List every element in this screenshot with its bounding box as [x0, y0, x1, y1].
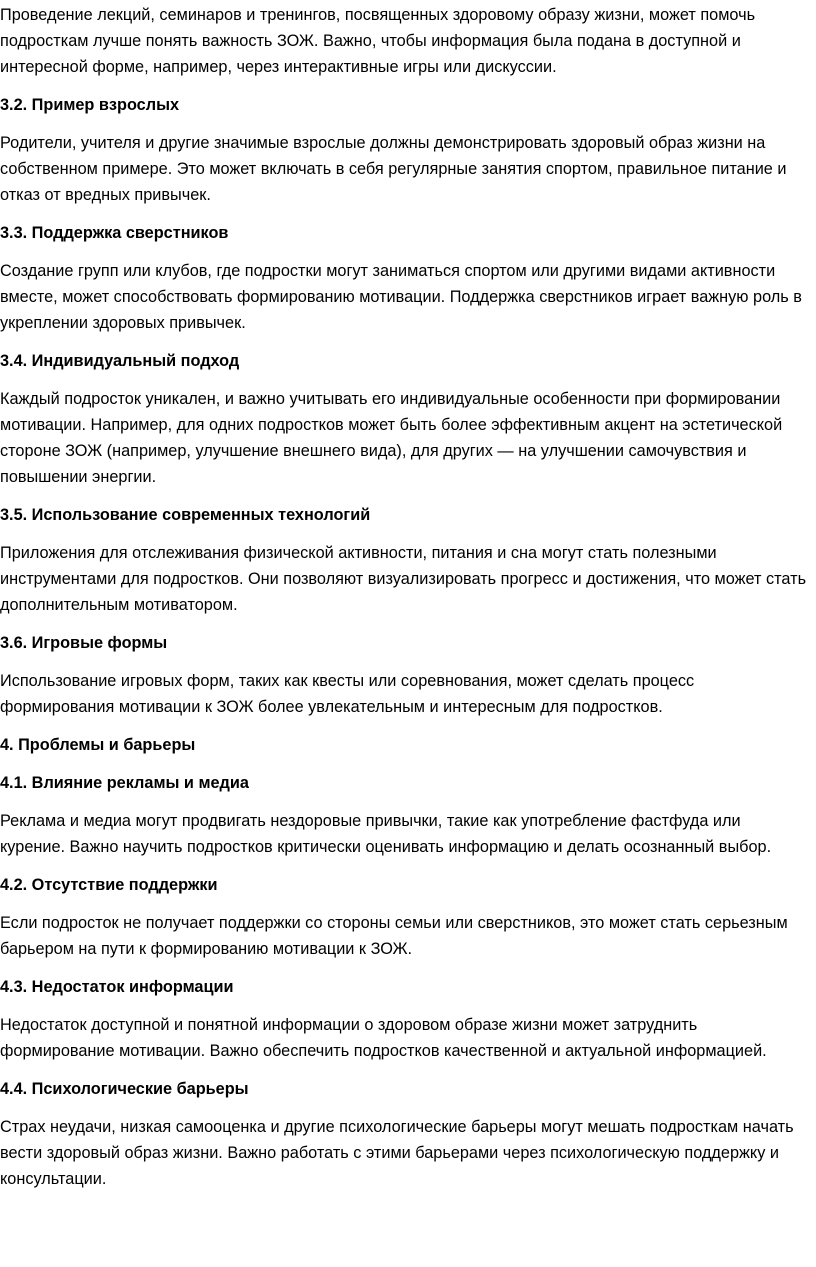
heading-4-4: 4.4. Психологические барьеры: [0, 1080, 249, 1098]
heading-3-5: 3.5. Использование современных технологий: [0, 506, 371, 524]
paragraph-individual-approach: Каждый подросток уникален, и важно учитывать его индивидуальные особенности при формировании мотивации. Например, для одних подростков может быть более эффективным акцент на эстетической стороне ЗОЖ (например, улучшение внешнего вида), для других — на улучшении самочувствия и повышении энергии.: [0, 390, 783, 486]
heading-3-2: 3.2. Пример взрослых: [0, 96, 180, 114]
heading-4-1: 4.1. Влияние рекламы и медиа: [0, 774, 249, 792]
paragraph-lack-of-support: Если подросток не получает поддержки со стороны семьи или сверстников, это может стать серьезным барьером на пути к формированию мотивации к ЗОЖ.: [0, 914, 788, 958]
heading-4-3: 4.3. Недостаток информации: [0, 978, 234, 996]
paragraph-psychological-barriers: Страх неудачи, низкая самооценка и другие психологические барьеры могут мешать подросткам начать вести здоровый образ жизни. Важно работать с этими барьерами через психологическую поддержку и консультации.: [0, 1118, 794, 1188]
document-page: [0, 2, 810, 1192]
heading-4: 4. Проблемы и барьеры: [0, 736, 196, 754]
heading-3-6: 3.6. Игровые формы: [0, 634, 168, 652]
paragraph-technologies: Приложения для отслеживания физической активности, питания и сна могут стать полезными инструментами для подростков. Они позволяют визуализировать прогресс и достижения, что может стать дополнительным мотиватором.: [0, 544, 807, 614]
heading-4-2: 4.2. Отсутствие поддержки: [0, 876, 218, 894]
paragraph-lack-of-information: Недостаток доступной и понятной информации о здоровом образе жизни может затруднить формирование мотивации. Важно обеспечить подростков качественной и актуальной информацией.: [0, 1016, 767, 1060]
paragraph-adult-example: Родители, учителя и другие значимые взрослые должны демонстрировать здоровый образ жизни на собственном примере. Это может включать в себя регулярные занятия спортом, правильное питание и отказ от вредных привычек.: [0, 134, 787, 204]
paragraph-game-forms: Использование игровых форм, таких как квесты или соревнования, может сделать процесс формирования мотивации к ЗОЖ более увлекательным и интересным для подростков.: [0, 672, 695, 716]
heading-3-3: 3.3. Поддержка сверстников: [0, 224, 229, 242]
paragraph-peer-support: Создание групп или клубов, где подростки могут заниматься спортом или другими видами активности вместе, может способствовать формированию мотивации. Поддержка сверстников играет важную роль в укреплении здоровых привычек.: [0, 262, 802, 332]
heading-3-4: 3.4. Индивидуальный подход: [0, 352, 240, 370]
paragraph-lectures: Проведение лекций, семинаров и тренингов, посвященных здоровому образу жизни, может помочь подросткам лучше понять важность ЗОЖ. Важно, чтобы информация была подана в доступной и интересной форме, например, через интерактивные игры или дискуссии.: [0, 6, 756, 76]
paragraph-media-influence: Реклама и медиа могут продвигать нездоровые привычки, такие как употребление фастфуда или курение. Важно научить подростков критически оценивать информацию и делать осознанный выбор.: [0, 812, 772, 856]
